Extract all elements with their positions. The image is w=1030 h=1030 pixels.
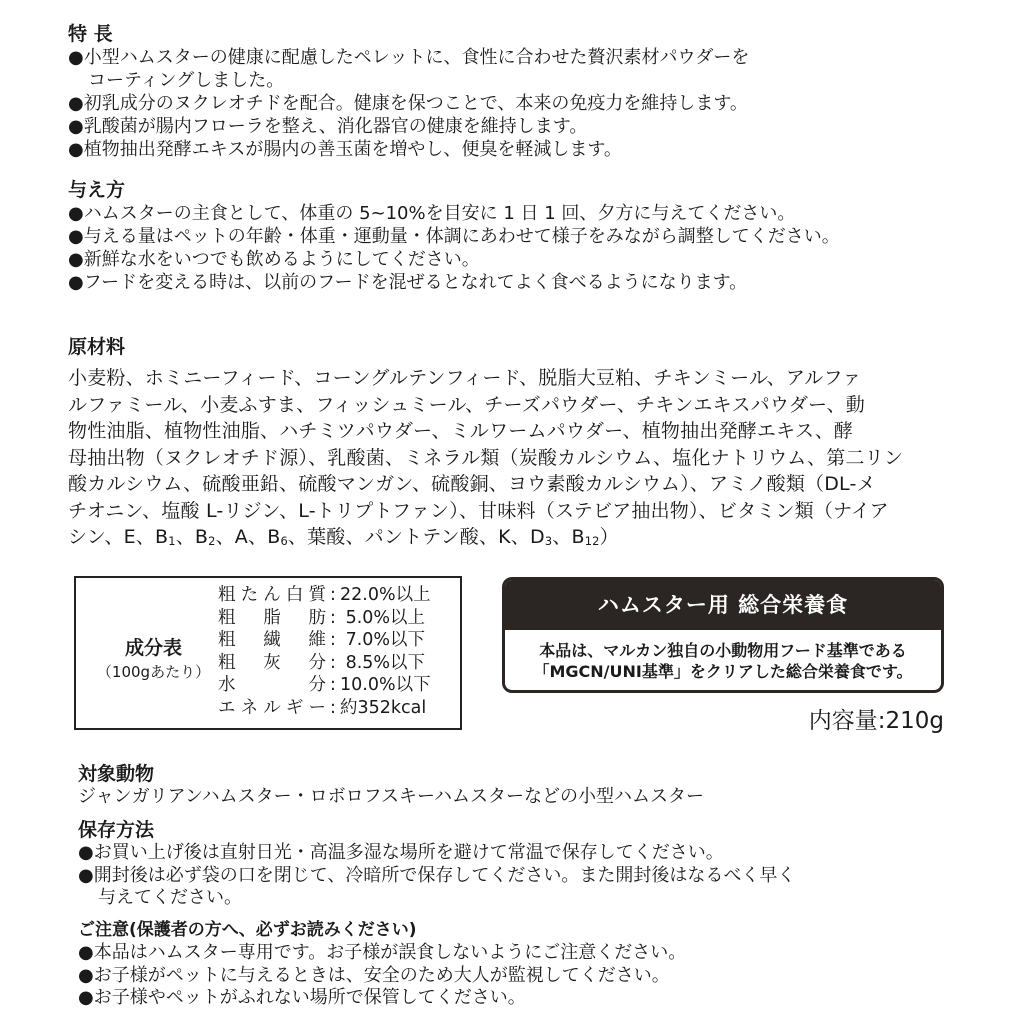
analysis-colon: : — [330, 607, 336, 628]
analysis-title: 成分表 — [124, 637, 182, 659]
analysis-label: 粗脂肪 — [218, 607, 326, 628]
analysis-row — [218, 629, 458, 652]
caution-item: ●お子様がペットに与えるときは、安全のため大人が監視してください。 — [78, 964, 670, 986]
subscript: 1 — [168, 534, 176, 548]
feeding-item: ●ハムスターの主食として、体重の 5~10%を目安に 1 日 1 回、夕方に与えてください。 — [68, 203, 796, 224]
badge-line: 本品は、マルカン独自の小動物用フード基準である — [539, 641, 907, 660]
analysis-note: （100gあたり） — [96, 663, 211, 681]
feeding-section — [68, 178, 1010, 294]
ingredients-last-line — [68, 524, 1010, 555]
ingredients-line: 物性油脂、植物性油脂、ハチミツパウダー、ミルワームパウダー、植物抽出発酵エキス、酵 — [68, 420, 854, 442]
analysis-colon: : — [330, 630, 336, 650]
target-animals-section — [78, 762, 1010, 809]
badge-text — [505, 630, 941, 682]
caution-item: ●お子様やペットがふれない場所で保管してください。 — [78, 987, 526, 1008]
ingredients-text: 、B — [175, 526, 209, 548]
analysis-label: 粗灰分 — [218, 652, 326, 673]
feeding-item: ●フードを変える時は、以前のフードを混ぜるとなれてよく食べるようになります。 — [68, 272, 748, 293]
features-item: ●植物抽出発酵エキスが腸内の善玉菌を増やし、便臭を軽減します。 — [68, 139, 622, 160]
ingredients-line: 母抽出物（ヌクレオチド源）、乳酸菌、ミネラル類（炭酸カルシウム、塩化ナトリウム、第二リン — [68, 446, 904, 469]
analysis-label: 粗たん白質 — [218, 585, 326, 605]
analysis-row — [218, 607, 458, 630]
storage-item: 与えてください。 — [98, 887, 242, 908]
badge-line: 「MGCN/UNI基準」をクリアした総合栄養食です。 — [533, 662, 913, 681]
analysis-value: 10.0%以下 — [340, 675, 431, 695]
ingredients-text: 、葉酸、パントテン酸、K、D — [287, 526, 545, 548]
net-weight: 内容量:210g — [808, 708, 944, 734]
analysis-value: 5.0%以上 — [340, 607, 426, 628]
analysis-value: 7.0%以下 — [340, 630, 426, 650]
caution-heading: ご注意(保護者の方へ、必ずお読みください) — [78, 920, 417, 940]
caution-section — [78, 918, 1010, 1010]
analysis-rows — [218, 584, 458, 719]
ingredients-line: チオニン、塩酸 L-リジン、L-トリプトファン）、甘味料（ステビア抽出物）、ビタミン類（ナイア — [68, 499, 889, 522]
storage-item: ●開封後は必ず袋の口を閉じて、冷暗所で保存してください。また開封後はなるべく早く — [78, 864, 796, 886]
ingredients-text: 、A、B — [215, 526, 281, 548]
subscript: 3 — [544, 534, 553, 548]
analysis-colon: : — [330, 652, 336, 673]
ingredients-text: 、B — [552, 526, 585, 548]
features-heading: 特 長 — [68, 23, 113, 45]
analysis-value: 8.5%以下 — [340, 652, 426, 673]
ingredients-section — [68, 335, 1010, 555]
analysis-row — [218, 652, 458, 675]
target-text: ジャンガリアンハムスター・ロボロフスキーハムスターなどの小型ハムスター — [78, 786, 705, 807]
features-section — [68, 22, 1010, 161]
feeding-item: ●与える量はペットの年齢・体重・運動量・体調にあわせて様子をみながら調整してください。 — [68, 226, 840, 247]
analysis-colon: : — [330, 585, 336, 605]
analysis-label: エネルギー — [218, 697, 326, 718]
subscript: 12 — [584, 534, 600, 548]
features-item: コーティングしました。 — [88, 70, 285, 91]
ingredients-text: シン、E、B — [68, 526, 169, 548]
feeding-heading: 与え方 — [68, 179, 126, 201]
analysis-row — [218, 674, 458, 697]
analysis-value: 約352kcal — [340, 697, 427, 718]
badge-title: ハムスター用 総合栄養食 — [505, 580, 941, 630]
feeding-item: ●新鮮な水をいつでも飲めるようにしてください。 — [68, 249, 480, 270]
ingredients-text: ） — [599, 526, 619, 548]
features-item: ●小型ハムスターの健康に配慮したペレットに、食性に合わせた贅沢素材パウダーを — [68, 47, 750, 68]
storage-heading: 保存方法 — [78, 819, 155, 841]
analysis-label: 水分 — [218, 675, 326, 695]
features-item: ●乳酸菌が腸内フローラを整え、消化器官の健康を維持します。 — [68, 116, 588, 137]
features-item: ●初乳成分のヌクレオチドを配合。健康を保つことで、本来の免疫力を維持します。 — [68, 93, 748, 114]
caution-item: ●本品はハムスター専用です。お子様が誤食しないようにご注意ください。 — [78, 942, 687, 963]
target-heading: 対象動物 — [78, 763, 155, 785]
storage-section — [78, 818, 1010, 910]
analysis-colon: : — [330, 675, 336, 695]
ingredients-heading: 原材料 — [68, 336, 126, 358]
ingredients-line: 小麦粉、ホミニーフィード、コーングルテンフィード、脱脂大豆粕、チキンミール、アルファ — [68, 367, 862, 389]
ingredients-line: 酸カルシウム、硫酸亜鉛、硫酸マンガン、硫酸銅、ヨウ素酸カルシウム）、アミノ酸類（DL-メ — [68, 473, 876, 495]
guaranteed-analysis-box — [74, 576, 462, 730]
storage-item: ●お買い上げ後は直射日光・高温多湿な場所を避けて常温で保存してください。 — [78, 842, 724, 863]
analysis-value: 22.0%以上 — [340, 585, 431, 605]
subscript: 2 — [208, 534, 216, 548]
ingredients-line: ルファミール、小麦ふすま、フィッシュミール、チーズパウダー、チキンエキスパウダー、動 — [68, 393, 865, 416]
analysis-label: 粗繊維 — [218, 630, 326, 650]
complete-nutrition-badge — [502, 577, 944, 693]
subscript: 6 — [280, 534, 288, 548]
analysis-colon: : — [330, 697, 336, 718]
analysis-row — [218, 697, 458, 720]
analysis-row — [218, 584, 458, 607]
